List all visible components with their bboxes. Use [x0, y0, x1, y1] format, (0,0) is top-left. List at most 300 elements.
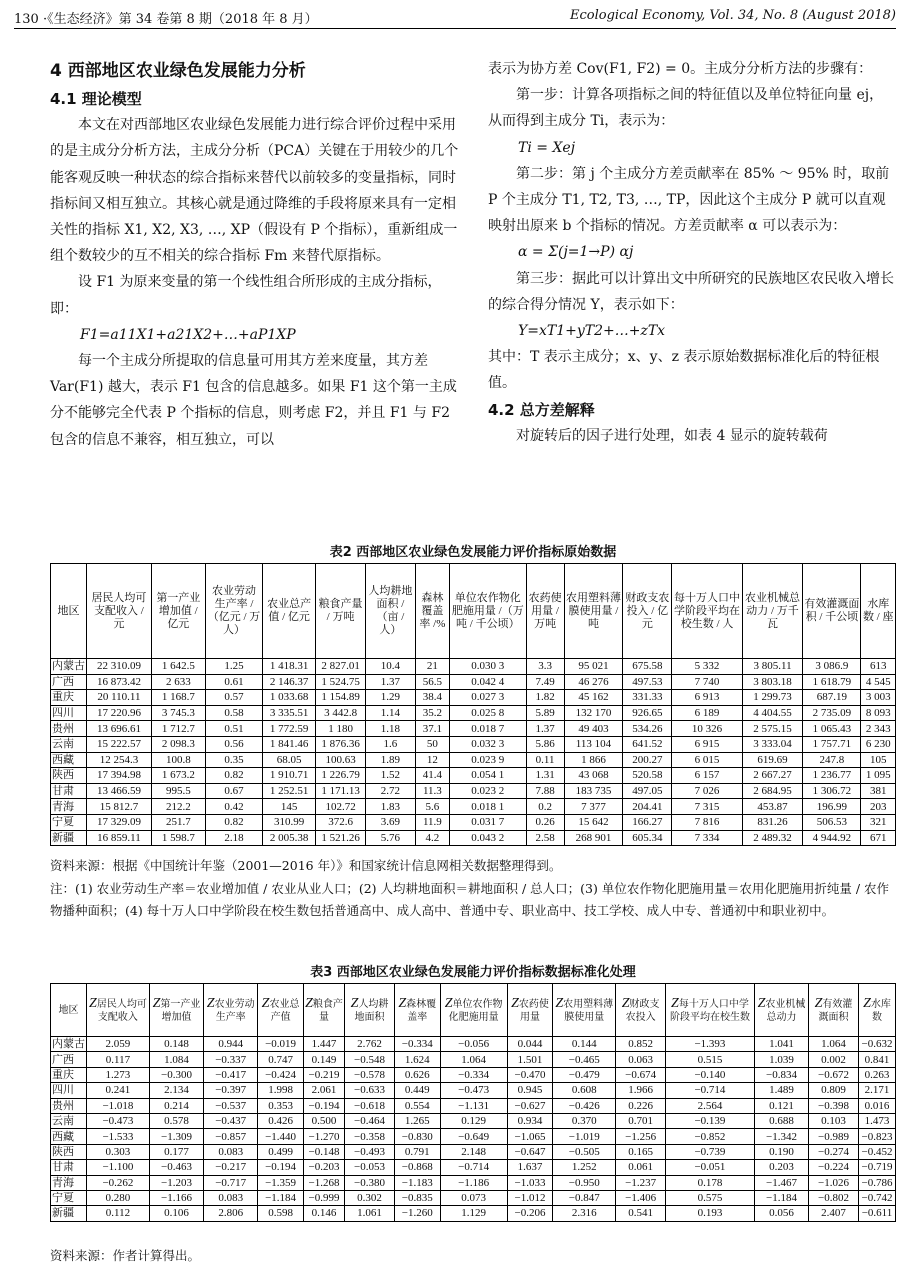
value-cell: 0.67	[205, 783, 262, 799]
value-cell: 1.064	[809, 1037, 859, 1052]
value-cell: −0.548	[345, 1052, 395, 1067]
table3-z-symbol: Z	[511, 995, 519, 1011]
value-cell: 926.65	[623, 705, 672, 721]
region-cell: 内蒙古	[52, 660, 85, 673]
value-cell: 1 168.7	[151, 690, 205, 706]
value-cell: 0.042 4	[450, 674, 526, 690]
right-col-p-5: 第三步：据此可以计算出文中所研究的民族地区农民收入增长的综合得分情况 Y，表示如下：	[488, 270, 894, 313]
value-cell: 0.701	[616, 1113, 666, 1128]
value-cell: 0.541	[616, 1206, 666, 1221]
value-cell: 1 252.51	[263, 783, 316, 799]
value-cell: 1 418.31	[263, 659, 316, 675]
right-col-eq-6: Y=xT1+yT2+…+zTx	[518, 323, 666, 340]
value-cell: 15 812.7	[87, 799, 152, 815]
value-cell: 0.791	[394, 1144, 440, 1159]
value-cell: 0.016	[858, 1098, 895, 1113]
value-cell: −0.950	[553, 1175, 616, 1190]
value-cell: 145	[263, 799, 316, 815]
value-cell: 16 873.42	[87, 674, 152, 690]
value-cell: 0.608	[553, 1083, 616, 1098]
value-cell: 0.578	[149, 1113, 203, 1128]
value-cell: −0.398	[809, 1098, 859, 1113]
value-cell: −0.473	[440, 1083, 507, 1098]
value-cell: 0.688	[754, 1113, 808, 1128]
table2-header-7: 森林覆盖率 /%	[415, 564, 449, 659]
table-row	[51, 1175, 896, 1190]
table2-header-0: 地区	[51, 564, 87, 659]
value-cell: 1.6	[366, 736, 416, 752]
value-cell: −0.465	[553, 1052, 616, 1067]
table3-header-9	[507, 984, 553, 1037]
value-cell: 1 841.46	[263, 736, 316, 752]
value-cell: 1.966	[616, 1083, 666, 1098]
value-cell: −0.206	[507, 1206, 553, 1221]
value-cell: 0.149	[303, 1052, 344, 1067]
value-cell: 0.031 7	[450, 814, 526, 830]
region-cell: 宁夏	[51, 814, 87, 830]
region-cell: 云南	[51, 1113, 87, 1128]
value-cell: 3.3	[526, 659, 564, 675]
value-cell: 5 332	[672, 659, 742, 675]
value-cell: 1 772.59	[263, 721, 316, 737]
value-cell: 2.171	[858, 1083, 895, 1098]
value-cell: 1.52	[366, 768, 416, 784]
table2-header-3: 农业劳动生产率 /（亿元 / 万人）	[205, 564, 262, 659]
value-cell: 0.103	[809, 1113, 859, 1128]
value-cell: 497.05	[623, 783, 672, 799]
value-cell: 0.61	[205, 674, 262, 690]
value-cell: 17 329.09	[87, 814, 152, 830]
value-cell: −0.505	[553, 1144, 616, 1159]
table3-header-label: 每十万人口中学阶段平均在校生数	[669, 998, 750, 1023]
value-cell: 37.1	[415, 721, 449, 737]
value-cell: −0.802	[809, 1190, 859, 1205]
value-cell: −1.270	[303, 1129, 344, 1144]
value-cell: 2.762	[345, 1037, 395, 1052]
value-cell: 1 712.7	[151, 721, 205, 737]
value-cell: −0.835	[394, 1190, 440, 1205]
value-cell: 1.084	[149, 1052, 203, 1067]
value-cell: −0.203	[303, 1160, 344, 1175]
region-cell: 四川	[51, 705, 87, 721]
value-cell: 6 189	[672, 705, 742, 721]
value-cell: 1.624	[394, 1052, 440, 1067]
value-cell: −1.018	[87, 1098, 150, 1113]
value-cell: 0.747	[258, 1052, 304, 1067]
value-cell: 2 735.09	[803, 705, 861, 721]
value-cell: 1 618.79	[803, 674, 861, 690]
value-cell: −0.479	[553, 1067, 616, 1082]
table3-header-label: 人均耕地面积	[354, 998, 389, 1023]
value-cell: 1 866	[564, 752, 623, 768]
value-cell: 1.265	[394, 1113, 440, 1128]
table3-header-1	[87, 984, 150, 1037]
region-cell: 西藏	[51, 752, 87, 768]
table3-z-symbol: Z	[261, 995, 270, 1011]
value-cell: 16 859.11	[87, 830, 152, 846]
value-cell: 0.177	[149, 1144, 203, 1159]
value-cell: 3 333.04	[742, 736, 803, 752]
table3-caption: 表3 西部地区农业绿色发展能力评价指标数据标准化处理	[310, 965, 636, 980]
value-cell: −0.437	[204, 1113, 258, 1128]
table-row	[51, 1067, 896, 1082]
value-cell: 5.86	[526, 736, 564, 752]
value-cell: −1.100	[87, 1160, 150, 1175]
table3-z-symbol: Z	[671, 995, 679, 1011]
value-cell: −0.672	[809, 1067, 859, 1082]
table-row	[51, 1052, 896, 1067]
value-cell: −0.852	[666, 1129, 755, 1144]
value-cell: 1 065.43	[803, 721, 861, 737]
value-cell: 0.575	[666, 1190, 755, 1205]
value-cell: 1.82	[526, 690, 564, 706]
value-cell: −0.056	[440, 1037, 507, 1052]
value-cell: 49 403	[564, 721, 623, 737]
value-cell: 6 915	[672, 736, 742, 752]
value-cell: 0.073	[440, 1190, 507, 1205]
value-cell: −0.649	[440, 1129, 507, 1144]
value-cell: 0.26	[526, 814, 564, 830]
value-cell: 212.2	[151, 799, 205, 815]
value-cell: 1.14	[366, 705, 416, 721]
value-cell: 2 633	[151, 674, 205, 690]
value-cell: 5.76	[366, 830, 416, 846]
value-cell: 0.944	[204, 1037, 258, 1052]
value-cell: 0.370	[553, 1113, 616, 1128]
value-cell: −0.632	[858, 1037, 895, 1052]
value-cell: 0.054 1	[450, 768, 526, 784]
value-cell: −0.051	[666, 1160, 755, 1175]
value-cell: 3 805.11	[742, 659, 803, 675]
value-cell: 50	[415, 736, 449, 752]
value-cell: 35.2	[415, 705, 449, 721]
value-cell: 0.190	[754, 1144, 808, 1159]
value-cell: 132 170	[564, 705, 623, 721]
value-cell: 506.53	[803, 814, 861, 830]
value-cell: 2 684.95	[742, 783, 803, 799]
table3-header-label: 农业劳动生产率	[214, 998, 255, 1023]
table-row	[51, 674, 896, 690]
value-cell: −0.424	[258, 1067, 304, 1082]
value-cell: −0.611	[858, 1206, 895, 1221]
value-cell: 1 033.68	[263, 690, 316, 706]
table3-header-label: 水库数	[870, 998, 891, 1023]
value-cell: −1.026	[809, 1175, 859, 1190]
value-cell: −0.426	[553, 1098, 616, 1113]
value-cell: 995.5	[151, 783, 205, 799]
table3-header-label: 农药使用量	[518, 998, 549, 1023]
value-cell: 1.637	[507, 1160, 553, 1175]
value-cell: 2.58	[526, 830, 564, 846]
value-cell: −0.999	[303, 1190, 344, 1205]
right-col-h2-8: 4.2 总方差解释	[488, 400, 595, 419]
value-cell: −0.618	[345, 1098, 395, 1113]
header-left: 130 ·《生态经济》第 34 卷第 8 期（2018 年 8 月）	[14, 12, 318, 27]
value-cell: 100.63	[316, 752, 366, 768]
value-cell: 2 343	[861, 721, 896, 737]
value-cell: −1.268	[303, 1175, 344, 1190]
value-cell: −0.714	[666, 1083, 755, 1098]
value-cell: 0.58	[205, 705, 262, 721]
value-cell: 0.945	[507, 1083, 553, 1098]
value-cell: −0.452	[858, 1144, 895, 1159]
value-cell: 0.2	[526, 799, 564, 815]
table-row	[51, 1206, 896, 1221]
region-cell: 广西	[51, 674, 87, 690]
value-cell: 0.032 3	[450, 736, 526, 752]
value-cell: −1.440	[258, 1129, 304, 1144]
value-cell: −0.464	[345, 1113, 395, 1128]
table2-header-1: 居民人均可支配收入 / 元	[87, 564, 152, 659]
value-cell: 0.063	[616, 1052, 666, 1067]
value-cell: 641.52	[623, 736, 672, 752]
value-cell: −0.380	[345, 1175, 395, 1190]
value-cell: 0.500	[303, 1113, 344, 1128]
left-column	[50, 56, 462, 453]
value-cell: 1.18	[366, 721, 416, 737]
value-cell: −1.065	[507, 1129, 553, 1144]
value-cell: 1 524.75	[316, 674, 366, 690]
value-cell: 2.407	[809, 1206, 859, 1221]
value-cell: −0.830	[394, 1129, 440, 1144]
value-cell: 0.112	[87, 1206, 150, 1221]
table3-header-label: 森林覆盖率	[406, 998, 437, 1023]
value-cell: 12	[415, 752, 449, 768]
table2-header-15: 水库数 / 座	[861, 564, 896, 659]
table3-header-5	[303, 984, 344, 1037]
value-cell: 247.8	[803, 752, 861, 768]
value-cell: 7 315	[672, 799, 742, 815]
table2-header-9: 农药使用量 / 万吨	[526, 564, 564, 659]
value-cell: 0.499	[258, 1144, 304, 1159]
value-cell: 46 276	[564, 674, 623, 690]
value-cell: 6 015	[672, 752, 742, 768]
value-cell: 0.598	[258, 1206, 304, 1221]
value-cell: 1 642.5	[151, 659, 205, 675]
table3-z-symbol: Z	[398, 995, 407, 1011]
region-cell: 云南	[51, 736, 87, 752]
value-cell: 7.49	[526, 674, 564, 690]
value-cell: 0.214	[149, 1098, 203, 1113]
left-col-p-2: 本文在对西部地区农业绿色发展能力进行综合评价过程中采用的是主成分分析方法，主成分分析（PCA）关键在于用较少的几个能客观反映一种状态的综合指标来替代以前较多的变量指标，同时指标间又相互独立。其核心就是通过降维的手段将原来具有一定相关性的指标 X1, X2, X3, …, XP（假设有 P 个指标），重新组成一组个数较少的互不相关的综合指标 Fm 来替代原指标。	[50, 117, 459, 265]
value-cell: 7 334	[672, 830, 742, 846]
table2-source: 资料来源：根据《中国统计年鉴（2001—2016 年）》和国家统计信息网相关数据整理得到。	[50, 858, 562, 873]
value-cell: 2 575.15	[742, 721, 803, 737]
value-cell: −0.337	[204, 1052, 258, 1067]
value-cell: 0.043 2	[450, 830, 526, 846]
value-cell: 1 673.2	[151, 768, 205, 784]
table-row	[51, 1037, 896, 1052]
table3-header-0: 地区	[51, 984, 87, 1037]
value-cell: 0.626	[394, 1067, 440, 1082]
table3-header-label: 第一产业增加值	[160, 998, 201, 1023]
table3-header-7	[394, 984, 440, 1037]
value-cell: 2 146.37	[263, 674, 316, 690]
value-cell: −1.533	[87, 1129, 150, 1144]
table3-header-label: 农用塑料薄膜使用量	[563, 998, 614, 1023]
table-row	[51, 1144, 896, 1159]
value-cell: −0.139	[666, 1113, 755, 1128]
value-cell: 4 404.55	[742, 705, 803, 721]
value-cell: 4.2	[415, 830, 449, 846]
table3-z-symbol: Z	[206, 995, 215, 1011]
region-cell: 青海	[51, 1175, 87, 1190]
table-row	[51, 752, 896, 768]
value-cell: 3 086.9	[803, 659, 861, 675]
table3-header-11	[616, 984, 666, 1037]
value-cell: 17 394.98	[87, 768, 152, 784]
value-cell: −0.194	[258, 1160, 304, 1175]
value-cell: 310.99	[263, 814, 316, 830]
value-cell: 0.263	[858, 1067, 895, 1082]
value-cell: 1 876.36	[316, 736, 366, 752]
value-cell: −1.406	[616, 1190, 666, 1205]
value-cell: 0.121	[754, 1098, 808, 1113]
value-cell: 0.061	[616, 1160, 666, 1175]
value-cell: 102.72	[316, 799, 366, 815]
value-cell: 183 735	[564, 783, 623, 799]
region-cell: 青海	[51, 799, 87, 815]
table-row	[51, 830, 896, 846]
table-row	[51, 783, 896, 799]
value-cell: 2 667.27	[742, 768, 803, 784]
table2-note: 注：(1) 农业劳动生产率＝农业增加值 / 农业从业人口；(2) 人均耕地面积＝耕地面积 / 总人口；(3) 单位农作物化肥施用量＝农用化肥施用折纯量 / 农作物播种面积；(4) 每十万人口中学阶段在校生数包括普通高中、成人高中、普通中专、职业高中、技工学校、成人中专、普通初中和职业初中。	[50, 881, 890, 918]
value-cell: 0.841	[858, 1052, 895, 1067]
value-cell: 1 095	[861, 768, 896, 784]
value-cell: 1 299.73	[742, 690, 803, 706]
value-cell: 0.146	[303, 1206, 344, 1221]
value-cell: 1.061	[345, 1206, 395, 1221]
value-cell: −0.334	[440, 1067, 507, 1082]
value-cell: 1 306.72	[803, 783, 861, 799]
value-cell: 7 377	[564, 799, 623, 815]
value-cell: 1.31	[526, 768, 564, 784]
value-cell: 0.42	[205, 799, 262, 815]
value-cell: 0.57	[205, 690, 262, 706]
value-cell: −1.256	[616, 1129, 666, 1144]
value-cell: 0.165	[616, 1144, 666, 1159]
value-cell: −0.647	[507, 1144, 553, 1159]
table3-header-label: 农业机械总动力	[765, 998, 806, 1023]
table2-header-4: 农业总产值 / 亿元	[263, 564, 316, 659]
value-cell: 0.449	[394, 1083, 440, 1098]
value-cell: 166.27	[623, 814, 672, 830]
value-cell: 2.806	[204, 1206, 258, 1221]
value-cell: 2.72	[366, 783, 416, 799]
region-cell: 陕西	[51, 768, 87, 784]
value-cell: 3 335.51	[263, 705, 316, 721]
value-cell: 0.35	[205, 752, 262, 768]
value-cell: 7 026	[672, 783, 742, 799]
value-cell: −1.183	[394, 1175, 440, 1190]
value-cell: 10.4	[366, 659, 416, 675]
value-cell: 12 254.3	[87, 752, 152, 768]
value-cell: 453.87	[742, 799, 803, 815]
value-cell: 68.05	[263, 752, 316, 768]
table3-header-label: 单位农作物化肥施用量	[448, 998, 503, 1023]
value-cell: 0.852	[616, 1037, 666, 1052]
table3-header-4	[258, 984, 304, 1037]
value-cell: 0.056	[754, 1206, 808, 1221]
value-cell: −0.473	[87, 1113, 150, 1128]
region-cell: 甘肃	[51, 1160, 87, 1175]
value-cell: 100.8	[151, 752, 205, 768]
value-cell: 1.252	[553, 1160, 616, 1175]
value-cell: 1.37	[526, 721, 564, 737]
value-cell: 0.193	[666, 1206, 755, 1221]
table3-header-3	[204, 984, 258, 1037]
table3-header-8	[440, 984, 507, 1037]
value-cell: 2.134	[149, 1083, 203, 1098]
table2-header-6: 人均耕地面积 /（亩 / 人）	[366, 564, 416, 659]
value-cell: 1 757.71	[803, 736, 861, 752]
running-header	[14, 6, 896, 29]
table3-header-12	[666, 984, 755, 1037]
value-cell: 2.061	[303, 1083, 344, 1098]
table3-header-6	[345, 984, 395, 1037]
value-cell: 17 220.96	[87, 705, 152, 721]
value-cell: −0.857	[204, 1129, 258, 1144]
value-cell: −1.166	[149, 1190, 203, 1205]
table3-header-label: 农业总产值	[269, 998, 300, 1023]
value-cell: 520.58	[623, 768, 672, 784]
value-cell: −0.674	[616, 1067, 666, 1082]
region-cell: 内蒙古	[52, 1038, 85, 1051]
value-cell: 3.69	[366, 814, 416, 830]
value-cell: −1.393	[666, 1037, 755, 1052]
value-cell: 619.69	[742, 752, 803, 768]
table-row	[51, 768, 896, 784]
value-cell: −0.633	[345, 1083, 395, 1098]
value-cell: −0.537	[204, 1098, 258, 1113]
table3-header-label: 财政支农投入	[625, 998, 660, 1023]
value-cell: 1 236.77	[803, 768, 861, 784]
value-cell: −1.342	[754, 1129, 808, 1144]
value-cell: 268 901	[564, 830, 623, 846]
value-cell: 605.34	[623, 830, 672, 846]
value-cell: −0.719	[858, 1160, 895, 1175]
right-col-p-3: 第二步：第 j 个主成分方差贡献率在 85% ～ 95% 时，取前 P 个主成分 T1, T2, T3, …, TP，因此这个主成分 P 就可以直观映射出原来 b 个指标的情况。方差贡献率 α 可以表示为：	[488, 165, 890, 235]
value-cell: 2 827.01	[316, 659, 366, 675]
value-cell: −0.868	[394, 1160, 440, 1175]
value-cell: −0.627	[507, 1098, 553, 1113]
value-cell: 43 068	[564, 768, 623, 784]
value-cell: 831.26	[742, 814, 803, 830]
value-cell: −0.463	[149, 1160, 203, 1175]
value-cell: 1.064	[440, 1052, 507, 1067]
value-cell: 534.26	[623, 721, 672, 737]
value-cell: −0.714	[440, 1160, 507, 1175]
value-cell: 6 913	[672, 690, 742, 706]
table2-header-8: 单位农作物化肥施用量 /（万吨 / 千公顷）	[450, 564, 526, 659]
value-cell: 1.89	[366, 752, 416, 768]
value-cell: −1.237	[616, 1175, 666, 1190]
value-cell: 0.083	[204, 1190, 258, 1205]
value-cell: 2.18	[205, 830, 262, 846]
value-cell: −0.823	[858, 1129, 895, 1144]
value-cell: 251.7	[151, 814, 205, 830]
value-cell: 0.178	[666, 1175, 755, 1190]
value-cell: 6 157	[672, 768, 742, 784]
left-col-p-3: 设 F1 为原来变量的第一个线性组合所形成的主成分指标，即：	[50, 274, 442, 317]
value-cell: 15 222.57	[87, 736, 152, 752]
table3-z-symbol: Z	[444, 995, 453, 1011]
table3-z-symbol: Z	[89, 995, 97, 1011]
value-cell: 0.809	[809, 1083, 859, 1098]
table2-header-2: 第一产业增加值 / 亿元	[151, 564, 205, 659]
table3-z-symbol: Z	[621, 995, 630, 1011]
right-col-pn-7: 其中：T 表示主成分；x、y、z 表示原始数据标准化后的特征根值。	[488, 349, 880, 392]
